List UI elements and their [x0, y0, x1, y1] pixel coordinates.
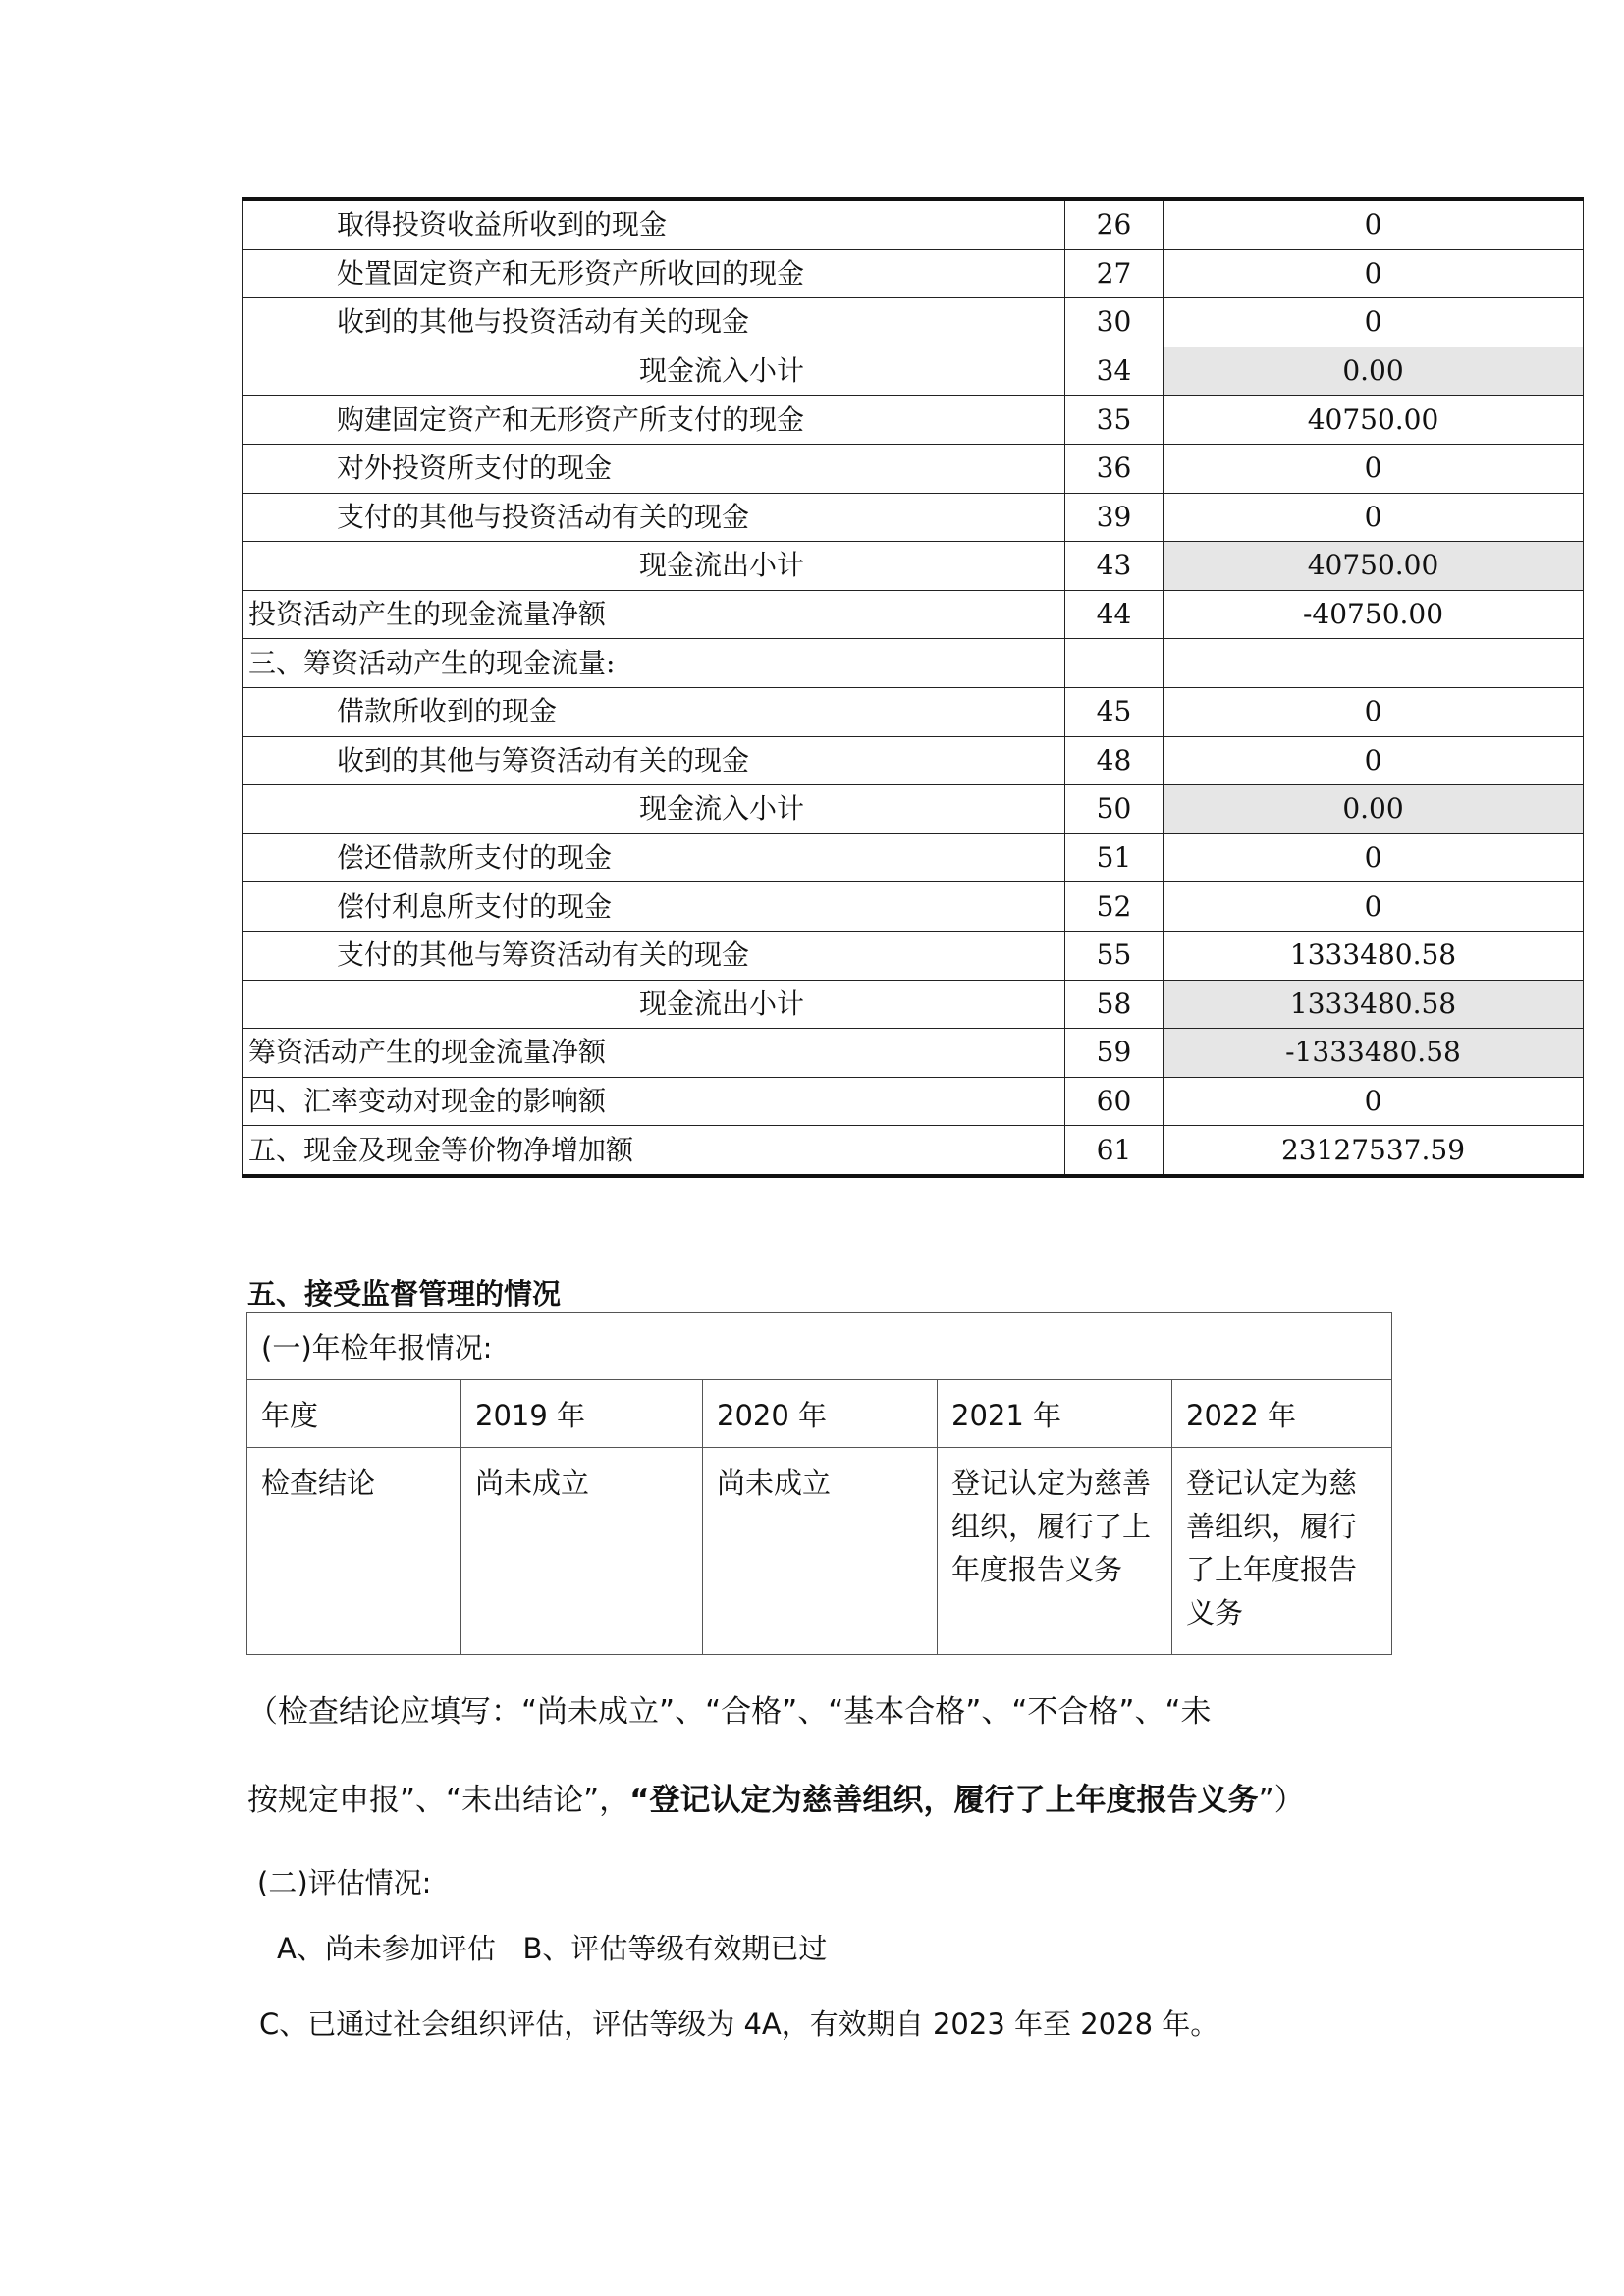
note-bold-text: “登记认定为慈善组织，履行了上年度报告义务: [629, 1783, 1259, 1818]
cash-flow-row: [243, 1029, 1584, 1078]
row-line-number: 58: [1065, 980, 1164, 1029]
row-item-label: 收到的其他与投资活动有关的现金: [243, 298, 1065, 347]
row-item-label: 对外投资所支付的现金: [243, 444, 1065, 493]
cash-flow-row: [243, 199, 1584, 249]
row-line-number: [1065, 639, 1164, 688]
inspection-note-line-2: [247, 1775, 1305, 1819]
section-heading: 五、接受监督管理的情况: [247, 1277, 562, 1310]
cash-flow-table: [242, 197, 1584, 1178]
row-line-number: 36: [1065, 444, 1164, 493]
cash-flow-row: [243, 590, 1584, 639]
row-amount: 0: [1164, 444, 1584, 493]
year-2021: 2021 年: [938, 1380, 1172, 1448]
row-line-number: 60: [1065, 1077, 1164, 1126]
row-amount: 0: [1164, 493, 1584, 542]
cash-flow-row: [243, 444, 1584, 493]
cash-flow-row: [243, 1077, 1584, 1126]
row-item-label: 三、筹资活动产生的现金流量:: [243, 639, 1065, 688]
row-amount: 23127537.59: [1164, 1126, 1584, 1176]
row-item-label: 取得投资收益所收到的现金: [243, 199, 1065, 249]
row-item-label: 购建固定资产和无形资产所支付的现金: [243, 396, 1065, 445]
inspection-year-row: [247, 1380, 1392, 1448]
year-2022: 2022 年: [1172, 1380, 1392, 1448]
result-2022: 登记认定为慈善组织，履行了上年度报告义务: [1172, 1448, 1392, 1655]
row-amount: 1333480.58: [1164, 931, 1584, 980]
evaluation-title: (二)评估情况:: [257, 1866, 432, 1899]
cash-flow-row: [243, 931, 1584, 980]
row-line-number: 43: [1065, 542, 1164, 591]
row-item-label: 现金流入小计: [243, 347, 1065, 396]
row-line-number: 34: [1065, 347, 1164, 396]
row-line-number: 61: [1065, 1126, 1164, 1176]
row-item-label: 现金流出小计: [243, 542, 1065, 591]
year-label: 年度: [247, 1380, 461, 1448]
row-amount: 0: [1164, 736, 1584, 785]
cash-flow-row: [243, 785, 1584, 834]
row-amount: 1333480.58: [1164, 980, 1584, 1029]
row-line-number: 59: [1065, 1029, 1164, 1078]
row-amount: 0: [1164, 298, 1584, 347]
inspection-title: (一)年检年报情况:: [247, 1313, 1392, 1380]
row-item-label: 五、现金及现金等价物净增加额: [243, 1126, 1065, 1176]
evaluation-option-c: C、已通过社会组织评估，评估等级为 4A，有效期自 2023 年至 2028 年。: [259, 2007, 1219, 2041]
row-item-label: 支付的其他与投资活动有关的现金: [243, 493, 1065, 542]
row-line-number: 26: [1065, 199, 1164, 249]
row-line-number: 30: [1065, 298, 1164, 347]
row-amount: 0.00: [1164, 347, 1584, 396]
row-item-label: 借款所收到的现金: [243, 687, 1065, 736]
year-2019: 2019 年: [461, 1380, 703, 1448]
row-amount: [1164, 639, 1584, 688]
row-amount: -40750.00: [1164, 590, 1584, 639]
row-line-number: 50: [1065, 785, 1164, 834]
row-amount: 0: [1164, 199, 1584, 249]
row-line-number: 27: [1065, 249, 1164, 298]
row-line-number: 44: [1065, 590, 1164, 639]
row-item-label: 投资活动产生的现金流量净额: [243, 590, 1065, 639]
result-2021: 登记认定为慈善组织，履行了上年度报告义务: [938, 1448, 1172, 1655]
cash-flow-row: [243, 687, 1584, 736]
row-line-number: 45: [1065, 687, 1164, 736]
inspection-title-row: [247, 1313, 1392, 1380]
row-amount: 0: [1164, 882, 1584, 932]
cash-flow-row: [243, 298, 1584, 347]
annual-inspection-table: [246, 1312, 1392, 1655]
row-item-label: 处置固定资产和无形资产所收回的现金: [243, 249, 1065, 298]
row-line-number: 39: [1065, 493, 1164, 542]
row-amount: -1333480.58: [1164, 1029, 1584, 1078]
row-amount: 40750.00: [1164, 396, 1584, 445]
row-line-number: 51: [1065, 833, 1164, 882]
cash-flow-row: [243, 882, 1584, 932]
cash-flow-row: [243, 542, 1584, 591]
row-line-number: 35: [1065, 396, 1164, 445]
row-item-label: 现金流出小计: [243, 980, 1065, 1029]
row-item-label: 偿还借款所支付的现金: [243, 833, 1065, 882]
inspection-result-row: [247, 1448, 1392, 1655]
cash-flow-row: [243, 980, 1584, 1029]
row-amount: 0.00: [1164, 785, 1584, 834]
cash-flow-row: [243, 1126, 1584, 1176]
result-2019: 尚未成立: [461, 1448, 703, 1655]
cash-flow-row: [243, 396, 1584, 445]
row-amount: 40750.00: [1164, 542, 1584, 591]
row-amount: 0: [1164, 833, 1584, 882]
row-item-label: 支付的其他与筹资活动有关的现金: [243, 931, 1065, 980]
inspection-note-line-1: （检查结论应填写：“尚未成立”、“合格”、“基本合格”、“不合格”、“未: [247, 1694, 1212, 1730]
year-2020: 2020 年: [703, 1380, 938, 1448]
result-2020: 尚未成立: [703, 1448, 938, 1655]
cash-flow-row: [243, 347, 1584, 396]
row-item-label: 现金流入小计: [243, 785, 1065, 834]
row-item-label: 偿付利息所支付的现金: [243, 882, 1065, 932]
cash-flow-row: [243, 639, 1584, 688]
cash-flow-row: [243, 249, 1584, 298]
row-item-label: 收到的其他与筹资活动有关的现金: [243, 736, 1065, 785]
note-end-text: ”）: [1258, 1783, 1305, 1818]
cash-flow-row: [243, 833, 1584, 882]
evaluation-option-ab: A、尚未参加评估 B、评估等级有效期已过: [277, 1932, 828, 1965]
cash-flow-row: [243, 493, 1584, 542]
row-item-label: 四、汇率变动对现金的影响额: [243, 1077, 1065, 1126]
row-amount: 0: [1164, 1077, 1584, 1126]
row-item-label: 筹资活动产生的现金流量净额: [243, 1029, 1065, 1078]
cash-flow-table-body: [243, 199, 1584, 1176]
row-line-number: 52: [1065, 882, 1164, 932]
cash-flow-row: [243, 736, 1584, 785]
row-line-number: 55: [1065, 931, 1164, 980]
row-amount: 0: [1164, 687, 1584, 736]
row-line-number: 48: [1065, 736, 1164, 785]
note-plain-text: 按规定申报”、“未出结论”，: [247, 1783, 630, 1818]
row-amount: 0: [1164, 249, 1584, 298]
result-label: 检查结论: [247, 1448, 461, 1655]
